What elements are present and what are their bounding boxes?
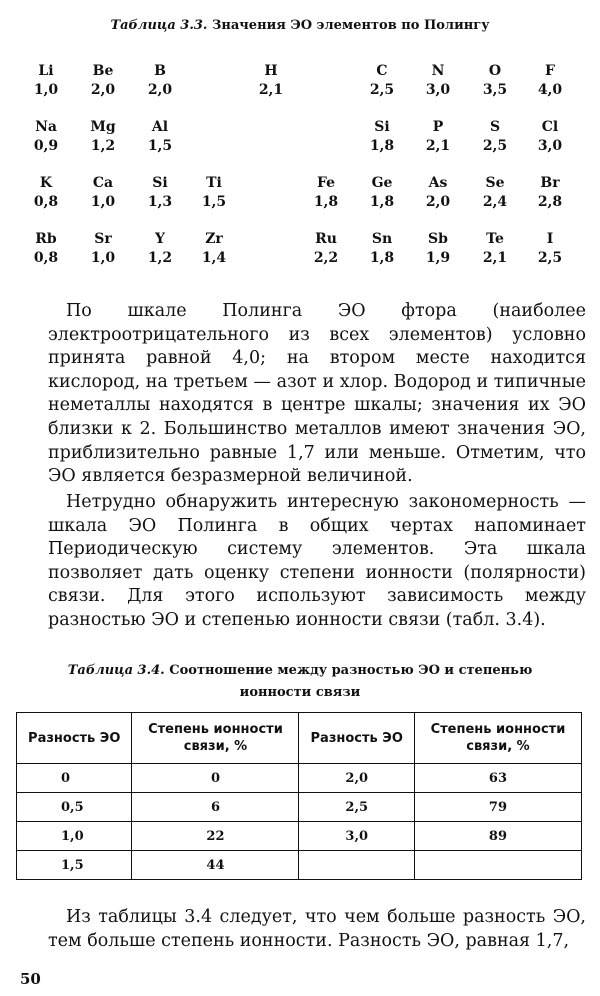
table-cell: 63 — [414, 764, 581, 793]
element-en-value: 1,0 — [33, 82, 59, 98]
element-en-value: 3,5 — [482, 82, 508, 98]
element-en-value: 2,0 — [90, 82, 116, 98]
paragraph-regularity: Нетрудно обнаружить интересную закономерность — шкала ЭО Полинга в общих чертах напоминает Периодическую систему элементов. Эта шкала позволяет дать оценку степени ионности (полярности) связи. Для этого используют зависимость между разностью ЭО и степенью ионности связи (табл. 3.4). — [48, 492, 586, 630]
element-cell — [132, 174, 188, 212]
element-cell — [298, 230, 354, 268]
element-en-value: 2,5 — [369, 82, 395, 98]
table-cell: 44 — [132, 851, 299, 880]
element-en-value: 2,0 — [425, 194, 451, 210]
element-cell — [298, 174, 354, 212]
table-row — [17, 793, 582, 822]
element-symbol: Li — [38, 63, 54, 79]
element-symbol: Si — [374, 119, 390, 135]
table-row — [17, 822, 582, 851]
table-cell: 1,0 — [17, 822, 132, 851]
element-symbol: B — [154, 63, 166, 79]
element-symbol: Y — [155, 231, 165, 247]
element-symbol: Sn — [371, 231, 393, 247]
element-en-value: 2,1 — [258, 82, 284, 98]
element-en-value: 4,0 — [537, 82, 563, 98]
element-en-value: 0,9 — [33, 138, 59, 154]
table-cell: 0,5 — [17, 793, 132, 822]
element-symbol: Al — [151, 119, 169, 135]
element-en-value: 1,8 — [313, 194, 339, 210]
header-ionicity-2: Степень ионности связи, % — [414, 713, 581, 764]
element-en-value: 1,5 — [201, 194, 227, 210]
ionicity-table — [16, 712, 582, 880]
table-3-4-title: Соотношение между разностью ЭО и степенью — [169, 663, 533, 678]
table-row — [17, 764, 582, 793]
element-cell — [410, 62, 466, 100]
element-en-value: 1,8 — [369, 194, 395, 210]
table-3-3-caption — [0, 18, 600, 33]
element-en-value: 1,5 — [147, 138, 173, 154]
element-symbol: Mg — [90, 119, 116, 135]
element-symbol: Zr — [205, 231, 223, 247]
table-3-4-title-line2: ионности связи — [239, 685, 361, 700]
element-symbol: Br — [540, 175, 560, 191]
element-cell — [75, 230, 131, 268]
element-symbol: Si — [152, 175, 168, 191]
element-en-value: 1,3 — [147, 194, 173, 210]
table-cell: 22 — [132, 822, 299, 851]
table-cell: 79 — [414, 793, 581, 822]
element-cell — [132, 230, 188, 268]
element-cell — [467, 174, 523, 212]
element-cell — [18, 174, 74, 212]
element-cell — [467, 230, 523, 268]
electronegativity-grid — [0, 62, 600, 272]
element-cell — [186, 230, 242, 268]
element-en-value: 1,0 — [90, 250, 116, 266]
element-symbol: C — [376, 63, 388, 79]
element-symbol: Ge — [371, 175, 393, 191]
element-en-value: 3,0 — [537, 138, 563, 154]
element-symbol: Te — [486, 231, 504, 247]
element-en-value: 2,5 — [537, 250, 563, 266]
table-cell: 89 — [414, 822, 581, 851]
element-cell — [186, 174, 242, 212]
page-number: 50 — [20, 970, 41, 988]
element-cell — [467, 62, 523, 100]
element-cell — [410, 118, 466, 156]
element-cell — [354, 230, 410, 268]
element-symbol: Ti — [206, 175, 222, 191]
element-cell — [410, 230, 466, 268]
element-cell — [522, 230, 578, 268]
element-cell — [75, 62, 131, 100]
element-cell — [467, 118, 523, 156]
element-symbol: K — [39, 175, 53, 191]
element-en-value: 1,2 — [147, 250, 173, 266]
element-symbol: Rb — [35, 231, 57, 247]
element-en-value: 1,2 — [90, 138, 116, 154]
table-3-3-label: Таблица 3.3. — [110, 18, 208, 33]
table-cell: 0 — [17, 764, 132, 793]
table-cell — [299, 851, 414, 880]
header-en-diff-2: Разность ЭО — [299, 713, 414, 764]
element-en-value: 3,0 — [425, 82, 451, 98]
table-cell — [414, 851, 581, 880]
element-en-value: 2,0 — [147, 82, 173, 98]
element-cell — [132, 118, 188, 156]
table-cell: 6 — [132, 793, 299, 822]
element-symbol: P — [432, 119, 444, 135]
table-3-3-title: Значения ЭО элементов по Полингу — [211, 18, 490, 33]
element-en-value: 2,5 — [482, 138, 508, 154]
table-cell: 2,5 — [299, 793, 414, 822]
element-en-value: 2,1 — [482, 250, 508, 266]
element-cell — [522, 62, 578, 100]
element-cell — [75, 118, 131, 156]
element-en-value: 2,8 — [537, 194, 563, 210]
table-3-4-label: Таблица 3.4. — [67, 663, 165, 678]
table-cell: 1,5 — [17, 851, 132, 880]
element-en-value: 1,4 — [201, 250, 227, 266]
element-en-value: 1,8 — [369, 250, 395, 266]
element-symbol: N — [431, 63, 445, 79]
element-cell — [522, 174, 578, 212]
table-header-row — [17, 713, 582, 764]
element-en-value: 1,8 — [369, 138, 395, 154]
element-en-value: 2,2 — [313, 250, 339, 266]
element-symbol: I — [546, 231, 554, 247]
element-cell — [354, 174, 410, 212]
element-cell — [410, 174, 466, 212]
element-symbol: Fe — [316, 175, 336, 191]
element-symbol: Be — [92, 63, 114, 79]
element-cell — [354, 62, 410, 100]
element-cell — [18, 62, 74, 100]
table-cell: 2,0 — [299, 764, 414, 793]
table-3-4-caption — [0, 660, 600, 704]
element-symbol: O — [488, 63, 502, 79]
element-symbol: S — [489, 119, 501, 135]
element-symbol: Ca — [92, 175, 114, 191]
element-en-value: 2,1 — [425, 138, 451, 154]
element-cell — [75, 174, 131, 212]
element-symbol: H — [264, 63, 278, 79]
header-ionicity-1: Степень ионности связи, % — [132, 713, 299, 764]
element-symbol: As — [428, 175, 448, 191]
header-en-diff-1: Разность ЭО — [17, 713, 132, 764]
element-en-value: 1,0 — [90, 194, 116, 210]
element-cell — [522, 118, 578, 156]
paragraph-conclusion: Из таблицы 3.4 следует, что чем больше разность ЭО, тем больше степень ионности. Разность ЭО, равная 1,7, — [48, 907, 586, 951]
element-symbol: Sr — [94, 231, 112, 247]
element-en-value: 2,4 — [482, 194, 508, 210]
element-en-value: 0,8 — [33, 194, 59, 210]
element-en-value: 0,8 — [33, 250, 59, 266]
element-symbol: Cl — [541, 119, 559, 135]
element-cell — [18, 118, 74, 156]
element-cell — [354, 118, 410, 156]
element-cell — [18, 230, 74, 268]
element-symbol: Se — [485, 175, 505, 191]
element-symbol: Ru — [315, 231, 337, 247]
table-cell: 0 — [132, 764, 299, 793]
element-cell — [132, 62, 188, 100]
paragraph-pauling-scale: По шкале Полинга ЭО фтора (наиболее электроотрицательного из всех элементов) условно принята равной 4,0; на втором месте находится кислород, на третьем — азот и хлор. Водород и типичные неметаллы находятся в центре шкалы; значения их ЭО близки к 2. Большинство металлов имеют значения ЭО, приблизительно равные 1,7 или меньше. Отметим, что ЭО является безразмерной величиной. — [48, 301, 586, 487]
element-symbol: F — [545, 63, 555, 79]
element-symbol: Sb — [428, 231, 448, 247]
element-cell — [243, 62, 299, 100]
element-symbol: Na — [35, 119, 57, 135]
element-en-value: 1,9 — [425, 250, 451, 266]
table-cell: 3,0 — [299, 822, 414, 851]
table-row — [17, 851, 582, 880]
